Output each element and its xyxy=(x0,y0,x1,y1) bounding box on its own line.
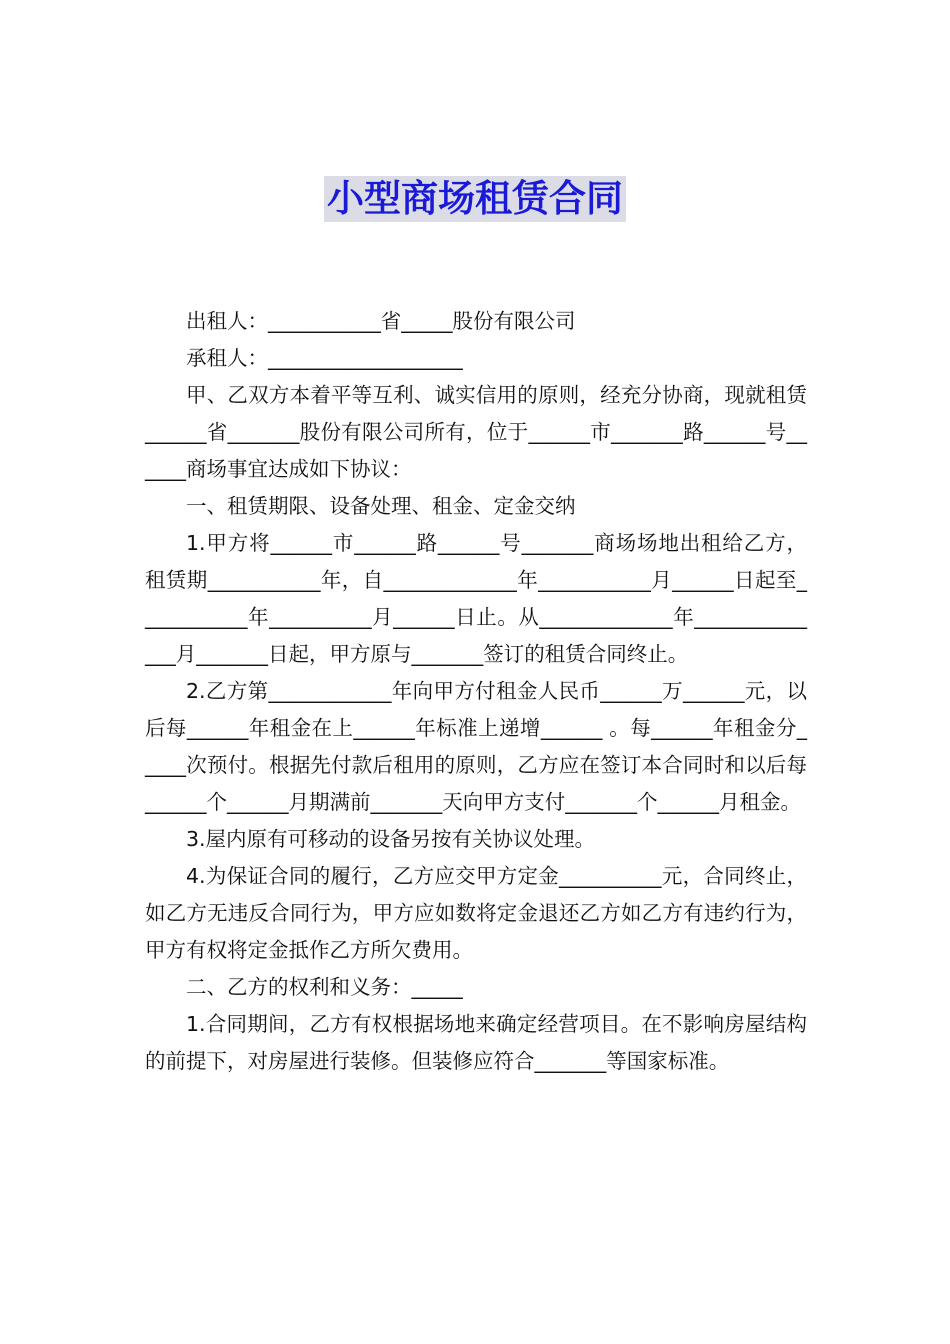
document-title: 小型商场租赁合同 xyxy=(324,176,626,222)
clause-1-1: 1.甲方将______市______路______号_______商场场地出租给乙方，租赁期___________年，自_____________年___________月______日起至___________年__________月______日止。从_____________年______________月_______日起，甲方原与_______签订的租赁合同终止。 xyxy=(145,531,807,666)
preamble-paragraph: 甲、乙双方本着平等互利、诚实信用的原则，经充分协商，现就租赁______省_______股份有限公司所有，位于______市_______路______号______商场事宜达成如下协议： xyxy=(145,383,807,481)
clause-1-3: 3.屋内原有可移动的设备另按有关协议处理。 xyxy=(186,827,596,851)
clause-2-1: 1.合同期间，乙方有权根据场地来确定经营项目。在不影响房屋结构的前提下，对房屋进行装修。但装修应符合_______等国家标准。 xyxy=(145,1012,807,1073)
document-body xyxy=(145,303,807,1080)
title-container xyxy=(0,176,950,222)
clause-1-2: 2.乙方第____________年向甲方付租金人民币______万______元，以后每______年租金在上______年标准上递增______ 。每______年租金分_____次预付。根据先付款后租用的原则，乙方应在签订本合同时和以后每______个______月期满前_______天向甲方支付_______个______月租金。 xyxy=(145,679,807,814)
section-heading-2: 二、乙方的权利和义务：_____ xyxy=(186,975,463,999)
lessee-line: 承租人：___________________ xyxy=(186,346,463,370)
clause-1-4: 4.为保证合同的履行，乙方应交甲方定金__________元，合同终止，如乙方无违反合同行为，甲方应如数将定金退还乙方如乙方有违约行为，甲方有权将定金抵作乙方所欠费用。 xyxy=(145,864,807,962)
section-heading-1: 一、租赁期限、设备处理、租金、定金交纳 xyxy=(186,494,576,518)
lessor-line: 出租人：___________省_____股份有限公司 xyxy=(186,309,576,333)
